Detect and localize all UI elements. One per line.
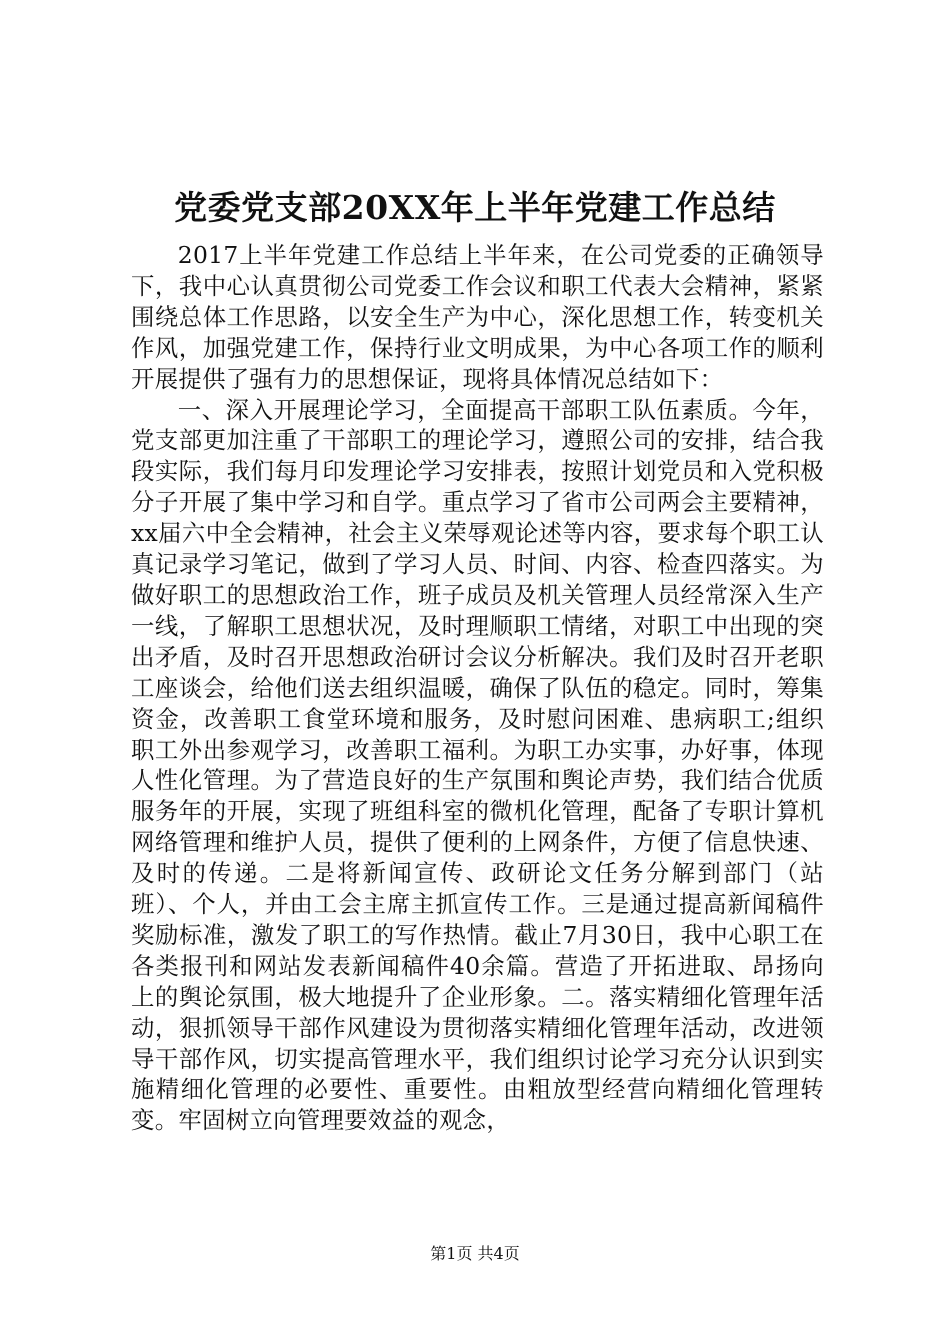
paragraph-section-1: 一、深入开展理论学习，全面提高干部职工队伍素质。今年，党支部更加注重了干部职工的理论学习，遵照公司的安排，结合我段实际，我们每月印发理论学习安排表，按照计划党员和入党积极分子开展了集中学习和自学。重点学习了省市公司两会主要精神，xx届六中全会精神，社会主义荣辱观论述等内容，要求每个职工认真记录学习笔记，做到了学习人员、时间、内容、检查四落实。为做好职工的思想政治工作，班子成员及机关管理人员经常深入生产一线，了解职工思想状况，及时理顺职工情绪，对职工中出现的突出矛盾，及时召开思想政治研讨会议分析解决。我们及时召开老职工座谈会，给他们送去组织温暖，确保了队伍的稳定。同时，筹集资金，改善职工食堂环境和服务，及时慰问困难、患病职工;组织职工外出参观学习，改善职工福利。为职工办实事，办好事，体现人性化管理。为了营造良好的生产氛围和舆论声势，我们结合优质服务年的开展，实现了班组科室的微机化管理，配备了专职计算机网络管理和维护人员，提供了便利的上网条件，方便了信息快速、及时的传递。二是将新闻宣传、政研论文任务分解到部门（站班）、个人，并由工会主席主抓宣传工作。三是通过提高新闻稿件奖励标准，激发了职工的写作热情。截止7月30日，我中心职工在各类报刊和网站发表新闻稿件40余篇。营造了开拓进取、昂扬向上的舆论氛围，极大地提升了企业形象。二。落实精细化管理年活动，狠抓领导干部作风建设为贯彻落实精细化管理年活动，改进领导干部作风，切实提高管理水平，我们组织讨论学习充分认识到实施精细化管理的必要性、重要性。由粗放型经营向精细化管理转变。牢固树立向管理要效益的观念， xyxy=(131,395,824,1135)
document-body xyxy=(131,240,824,1136)
paragraph-intro: 2017上半年党建工作总结上半年来，在公司党委的正确领导下，我中心认真贯彻公司党委工作会议和职工代表大会精神，紧紧围绕总体工作思路，以安全生产为中心，深化思想工作，转变机关作风，加强党建工作，保持行业文明成果，为中心各项工作的顺利开展提供了强有力的思想保证，现将具体情况总结如下： xyxy=(131,241,824,393)
page-number-footer: 第1页 共4页 xyxy=(430,1244,520,1263)
document-title: 党委党支部20XX年上半年党建工作总结 xyxy=(174,188,776,227)
